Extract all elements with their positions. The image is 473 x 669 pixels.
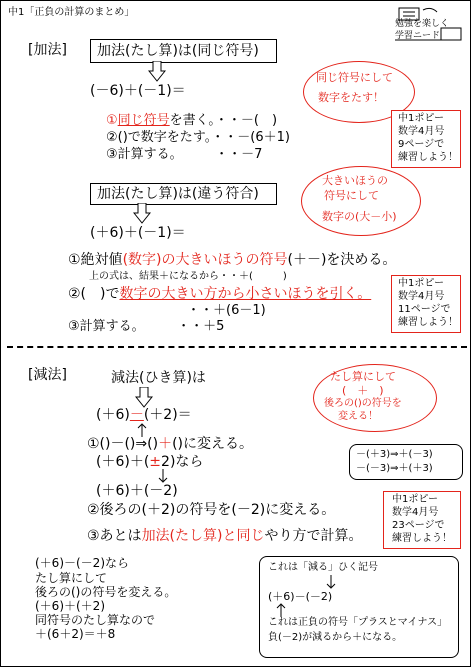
sub-step3-a: ③あとは (87, 528, 142, 544)
ref2-line1: 中1ポピー (398, 278, 444, 289)
down-arrow-icon (148, 61, 166, 83)
sub-step1 (87, 437, 253, 451)
logo-text-top: 勉強を楽しく (395, 19, 450, 29)
down-arrow-icon (158, 469, 168, 483)
example-line5: 同符号のたし算なので (35, 613, 156, 627)
ref2-line4: 練習しよう！ (398, 317, 458, 328)
example-line6: ＋(6＋2)＝＋8 (35, 627, 116, 641)
note-result-positive: 上の式は、結果＋になるから・・＋( ) (89, 271, 287, 282)
reference-box-1 (391, 110, 461, 168)
sub-expr-b: (＋2)＝ (143, 407, 192, 423)
up-arrow-icon (276, 603, 286, 617)
page-title: 中1「正負の計算のまとめ」 (8, 7, 135, 18)
section-divider (7, 346, 467, 348)
down-arrow-icon (326, 575, 336, 589)
ref1-line1: 中1ポピー (398, 113, 444, 124)
bubble3-line3: 後ろの()の符号を (324, 398, 402, 409)
ref2-line3: 11ページで (398, 304, 451, 315)
sub-step1-b: ()に変える。 (172, 436, 253, 452)
rule-box-same-sign (90, 39, 277, 63)
ref3-line1: 中1ポピー (392, 494, 438, 505)
ref3-line3: 23ページで (392, 520, 445, 531)
down-arrow-icon (135, 387, 153, 409)
rule2-red: 数字の大きい方から小さいほうを引く。 (119, 286, 372, 302)
ref2-line2: 数学4月号 (398, 291, 445, 302)
bubble1-line2: 数字をたす！ (318, 91, 384, 104)
rule3-calculate: ③計算する。 ・・＋5 (68, 319, 225, 334)
section-label-subtraction: [減法] (28, 367, 67, 383)
rule1-a: ①絶対値 (68, 252, 123, 268)
rule2-subtract (68, 287, 371, 301)
explain-line3: これは正負の符号「プラスとマイナス」 (268, 617, 448, 628)
step1-number: ① (106, 113, 118, 128)
sub-expr3: (＋6)＋(－2) (96, 483, 178, 499)
up-arrow-icon (137, 423, 147, 437)
logo (393, 6, 465, 44)
sub-step1-expr-a: (＋6)＋( (96, 454, 150, 470)
rule2-a: ②( )で (68, 286, 120, 302)
step1-red: 同じ符号 (117, 113, 170, 128)
example-line3: 後ろの()の符号を変える。 (35, 585, 177, 599)
rule2-expr: ・・＋(6－1) (187, 303, 266, 318)
section-label-addition: [加法] (28, 42, 67, 58)
subtraction-title: 減法(ひき算)は (111, 370, 206, 386)
step1-rest: を書く。・・－( ) (169, 113, 278, 128)
sub-step1-plus: ＋ (158, 436, 173, 452)
explanation-box (259, 556, 459, 658)
explain-line2: (＋6)－(－2) (268, 590, 333, 603)
sub-step1-expr-red: ± (149, 454, 162, 470)
reference-box-2 (391, 275, 461, 333)
ref3-line4: 練習しよう！ (392, 533, 452, 544)
rule1-b: (＋－)を決める。 (287, 252, 397, 268)
bubble3-line1: たし算にして (330, 370, 396, 383)
bubble2-line2: 符号にして (324, 189, 379, 202)
step1-write-sign (106, 114, 277, 127)
expr-same-sign: (－6)＋(－1)＝ (90, 83, 186, 99)
sub-step1-expr (96, 455, 203, 469)
example-line1: (＋6)－(－2)なら (35, 556, 129, 570)
rule-box-different-sign-text: 加法(たし算)は(違う符合) (97, 186, 259, 202)
speech-bubble-different-sign (301, 166, 421, 236)
expr-different-sign: (＋6)＋(－1)＝ (90, 225, 186, 241)
sub-step3 (87, 529, 363, 543)
bubble1-line1: 同じ符号にして (316, 71, 393, 84)
sign-rule-line1: －(＋3)⇒＋(－3) (356, 449, 433, 460)
sub-step1-a: ①()－()⇒() (87, 436, 159, 452)
bubble2-line3: 数字の(大－小) (322, 210, 397, 223)
ref1-line3: 9ページで (398, 139, 445, 150)
bubble3-line4: 変える！ (338, 411, 378, 422)
explain-line4: 負(－2)が減るから＋になる。 (268, 632, 403, 643)
rule-box-same-sign-text: 加法(たし算)は(同じ符号) (97, 43, 259, 59)
subtraction-expr (96, 408, 192, 422)
reference-box-3 (383, 491, 461, 549)
step3-calculate: ③計算する。 ・・－7 (106, 147, 263, 162)
bubble3-line2: ( ＋ ) (342, 384, 384, 397)
example-line4: (＋6)＋(＋2) (35, 599, 105, 613)
bubble2-line1: 大きいほうの (322, 174, 388, 187)
ref1-line4: 練習しよう！ (398, 152, 458, 163)
sign-rule-line2: －(－3)⇒＋(＋3) (356, 463, 433, 474)
speech-bubble-subtraction (313, 364, 437, 432)
sub-step3-b: やり方で計算。 (264, 528, 363, 544)
rule-box-different-sign (90, 183, 277, 205)
step2-add-numbers: ②()で数字をたす。・・－(6＋1) (106, 130, 290, 145)
example-line2: たし算にして (35, 571, 108, 585)
sub-step3-red: 加法(たし算)と同じ (141, 528, 265, 544)
sub-expr-minus: － (129, 407, 144, 423)
sub-expr-a: (＋6) (96, 407, 130, 423)
sign-rule-box (349, 444, 463, 480)
rule1-red: (数字)の大きいほうの符号 (122, 252, 288, 268)
down-arrow-icon (133, 203, 151, 225)
rule1-absolute-value (68, 253, 396, 267)
sub-step2: ②後ろの(＋2)の符号を(－2)に変える。 (87, 502, 336, 518)
explain-line1: これは「減る」ひく記号 (268, 562, 378, 573)
logo-text-bottom: 学習ニード (395, 31, 441, 41)
ref3-line2: 数学4月号 (392, 507, 439, 518)
ref1-line2: 数学4月号 (398, 126, 445, 137)
sub-step1-expr-b: 2)なら (161, 454, 204, 470)
